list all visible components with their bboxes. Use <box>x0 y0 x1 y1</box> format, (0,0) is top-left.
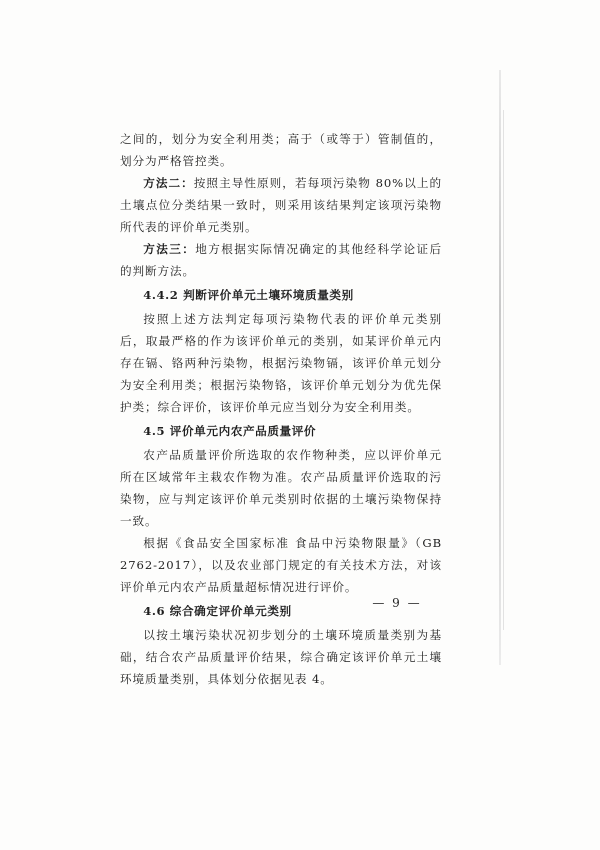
method-three-text: 地方根据实际情况确定的其他经科学论证后的判断方法。 <box>120 242 442 278</box>
heading-4-6: 4.6 综合确定评价单元类别 <box>143 604 292 618</box>
paragraph-4-4-2: 按照上述方法判定每项污染物代表的评价单元类别后，取最严格的作为该评价单元的类别，如某评价单元内存在镉、铬两种污染物，根据污染物镉，该评价单元划分为安全利用类；根据污染物铬，该评价单元划分为优先保护类；综合评价，该评价单元应当划分为安全利用类。 <box>120 312 442 414</box>
paragraph-method-two <box>120 172 442 238</box>
page-edge-shadow-secondary <box>503 110 504 630</box>
paragraph-4-6: 以按土壤污染状况初步划分的土壤环境质量类别为基础，结合农产品质量评价结果，综合确定该评价单元土壤环境质量类别，具体划分依据见表 4。 <box>120 628 442 686</box>
page-number: — 9 — <box>372 596 422 610</box>
paragraph-4-5-b: 根据《食品安全国家标准 食品中污染物限量》（GB 2762-2017），以及农业部门规定的有关技术方法，对该评价单元内农产品质量超标情况进行评价。 <box>120 536 442 594</box>
heading-4-5: 4.5 评价单元内农产品质量评价 <box>143 424 317 438</box>
method-two-text: 按照主导性原则，若每项污染物 80%以上的土壤点位分类结果一致时，则采用该结果判定该项污染物所代表的评价单元类别。 <box>120 176 442 234</box>
paragraph-continuation: 之间的，划分为安全利用类；高于（或等于）管制值的，划分为严格管控类。 <box>120 132 442 168</box>
paragraph-4-5-a: 农产品质量评价所选取的农作物种类，应以评价单元所在区域常年主栽农作物为准。农产品质量评价选取的污染物，应与判定该评价单元类别时依据的土壤污染物保持一致。 <box>120 448 442 528</box>
page-edge-shadow <box>499 70 501 665</box>
heading-4-4-2: 4.4.2 判断评价单元土壤环境质量类别 <box>143 288 354 302</box>
method-three-label: 方法三： <box>143 242 196 256</box>
paragraph-method-three <box>120 238 442 282</box>
method-two-label: 方法二： <box>143 176 194 190</box>
